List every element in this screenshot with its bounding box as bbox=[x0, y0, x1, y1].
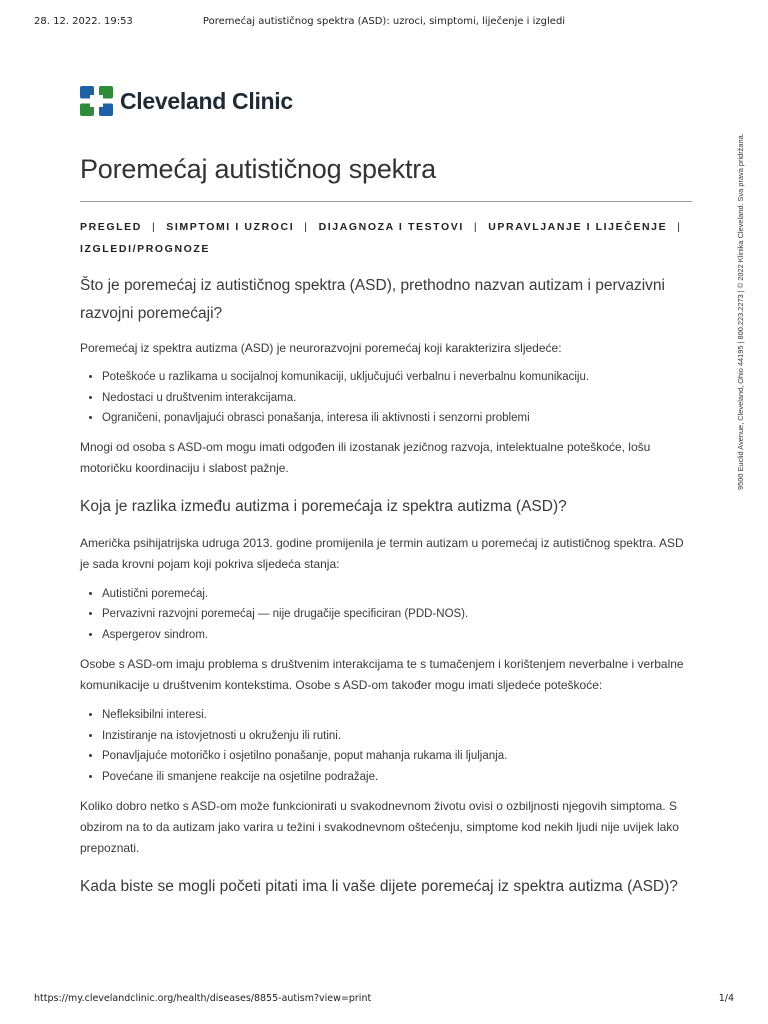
nav-item-upravljanje[interactable]: UPRAVLJANJE I LIJEČENJE bbox=[488, 221, 668, 233]
print-url: https://my.clevelandclinic.org/health/diseases/8855-autism?view=print bbox=[34, 993, 372, 1004]
list-item: • Autistični poremećaj. bbox=[102, 584, 692, 605]
list-item: • Aspergerov sindrom. bbox=[102, 625, 692, 646]
article bbox=[80, 150, 692, 901]
list-item: • Ponavljajuće motoričko i osjetilno ponašanje, poput mahanja rukama ili ljuljanja. bbox=[102, 746, 692, 767]
nav-item-pregled[interactable]: PREGLED bbox=[80, 221, 142, 233]
bullet-list bbox=[80, 367, 692, 429]
paragraph: Američka psihijatrijska udruga 2013. godine promijenila je termin autizam u poremećaj iz autističnog spektra. ASD je sada krovni pojam koji pokriva sljedeća stanja: bbox=[80, 535, 684, 571]
bullet-list bbox=[80, 705, 692, 787]
nav-separator: | bbox=[304, 221, 309, 233]
title-divider bbox=[80, 201, 692, 202]
list-item: • Ograničeni, ponavljajući obrasci ponašanja, interesa ili aktivnosti i senzorni problemi bbox=[102, 408, 692, 429]
page-title: Poremećaj autističnog spektra bbox=[80, 154, 436, 184]
section-heading-difference: Koja je razlika između autizma i poremećaja iz spektra autizma (ASD)? bbox=[80, 497, 567, 515]
print-datetime: 28. 12. 2022. 19:53 bbox=[34, 16, 133, 27]
list-item: • Povećane ili smanjene reakcije na osjetilne podražaje. bbox=[102, 767, 692, 788]
logo-wordmark: Cleveland Clinic bbox=[120, 87, 293, 114]
list-item: • Nedostaci u društvenim interakcijama. bbox=[102, 388, 692, 409]
cleveland-clinic-cross-icon bbox=[80, 86, 113, 116]
nav-item-dijagnoza[interactable]: DIJAGNOZA I TESTOVI bbox=[318, 221, 464, 233]
list-item: • Pervazivni razvojni poremećaj — nije drugačije specificiran (PDD-NOS). bbox=[102, 604, 692, 625]
contact-vertical-text: 9500 Euclid Avenue, Cleveland, Ohio 44195 | 800.223.2273 | © 2022 Klinika Cleveland. Sva prava pridržana. bbox=[736, 133, 745, 490]
paragraph: Mnogi od osoba s ASD-om mogu imati odgođen ili izostanak jezičnog razvoja, intelektualne poteškoće, lošu motoričku koordinaciju i slabost pažnje. bbox=[80, 439, 651, 475]
list-item: • Inzistiranje na istovjetnosti u okruženju ili rutini. bbox=[102, 726, 692, 747]
nav-item-izgledi[interactable]: IZGLEDI/PROGNOZE bbox=[80, 243, 211, 255]
paragraph: Koliko dobro netko s ASD-om može funkcionirati u svakodnevnom životu ovisi o ozbiljnosti njegovih simptoma. S obzirom na to da autizam jako varira u težini i svakodnevnom oštećenju, simptome kod nekih ljudi nije uvijek lako prepoznati. bbox=[80, 799, 679, 855]
paragraph: Osobe s ASD-om imaju problema s društvenim interakcijama te s tumačenjem i korištenjem neverbalne i verbalne komunikacije u društvenim kontekstima. Osobe s ASD-om također mogu imati sljedeće poteškoće: bbox=[80, 657, 684, 692]
section-nav bbox=[80, 216, 692, 260]
cleveland-clinic-logo[interactable] bbox=[80, 86, 293, 116]
section-heading-when-to-wonder: Kada biste se mogli početi pitati ima li vaše dijete poremećaj iz spektra autizma (ASD)? bbox=[80, 878, 678, 895]
nav-separator: | bbox=[151, 221, 157, 233]
paragraph: Poremećaj iz spektra autizma (ASD) je neurorazvojni poremećaj koji karakterizira sljedeće: bbox=[80, 341, 562, 355]
nav-separator: | bbox=[473, 221, 479, 233]
section-heading-what-is-asd: Što je poremećaj iz autističnog spektra (ASD), prethodno nazvan autizam i pervazivni razvojni poremećaji? bbox=[80, 277, 665, 322]
nav-separator: | bbox=[677, 221, 682, 233]
list-item: • Poteškoće u razlikama u socijalnoj komunikaciji, uključujući verbalnu i neverbalnu komunikaciju. bbox=[102, 367, 692, 388]
nav-item-simptomi[interactable]: SIMPTOMI I UZROCI bbox=[166, 221, 295, 233]
list-item: • Nefleksibilni interesi. bbox=[102, 705, 692, 726]
bullet-list bbox=[80, 584, 692, 646]
print-doc-title: Poremećaj autističnog spektra (ASD): uzroci, simptomi, liječenje i izgledi bbox=[202, 16, 566, 27]
page-number: 1/4 bbox=[718, 993, 734, 1004]
